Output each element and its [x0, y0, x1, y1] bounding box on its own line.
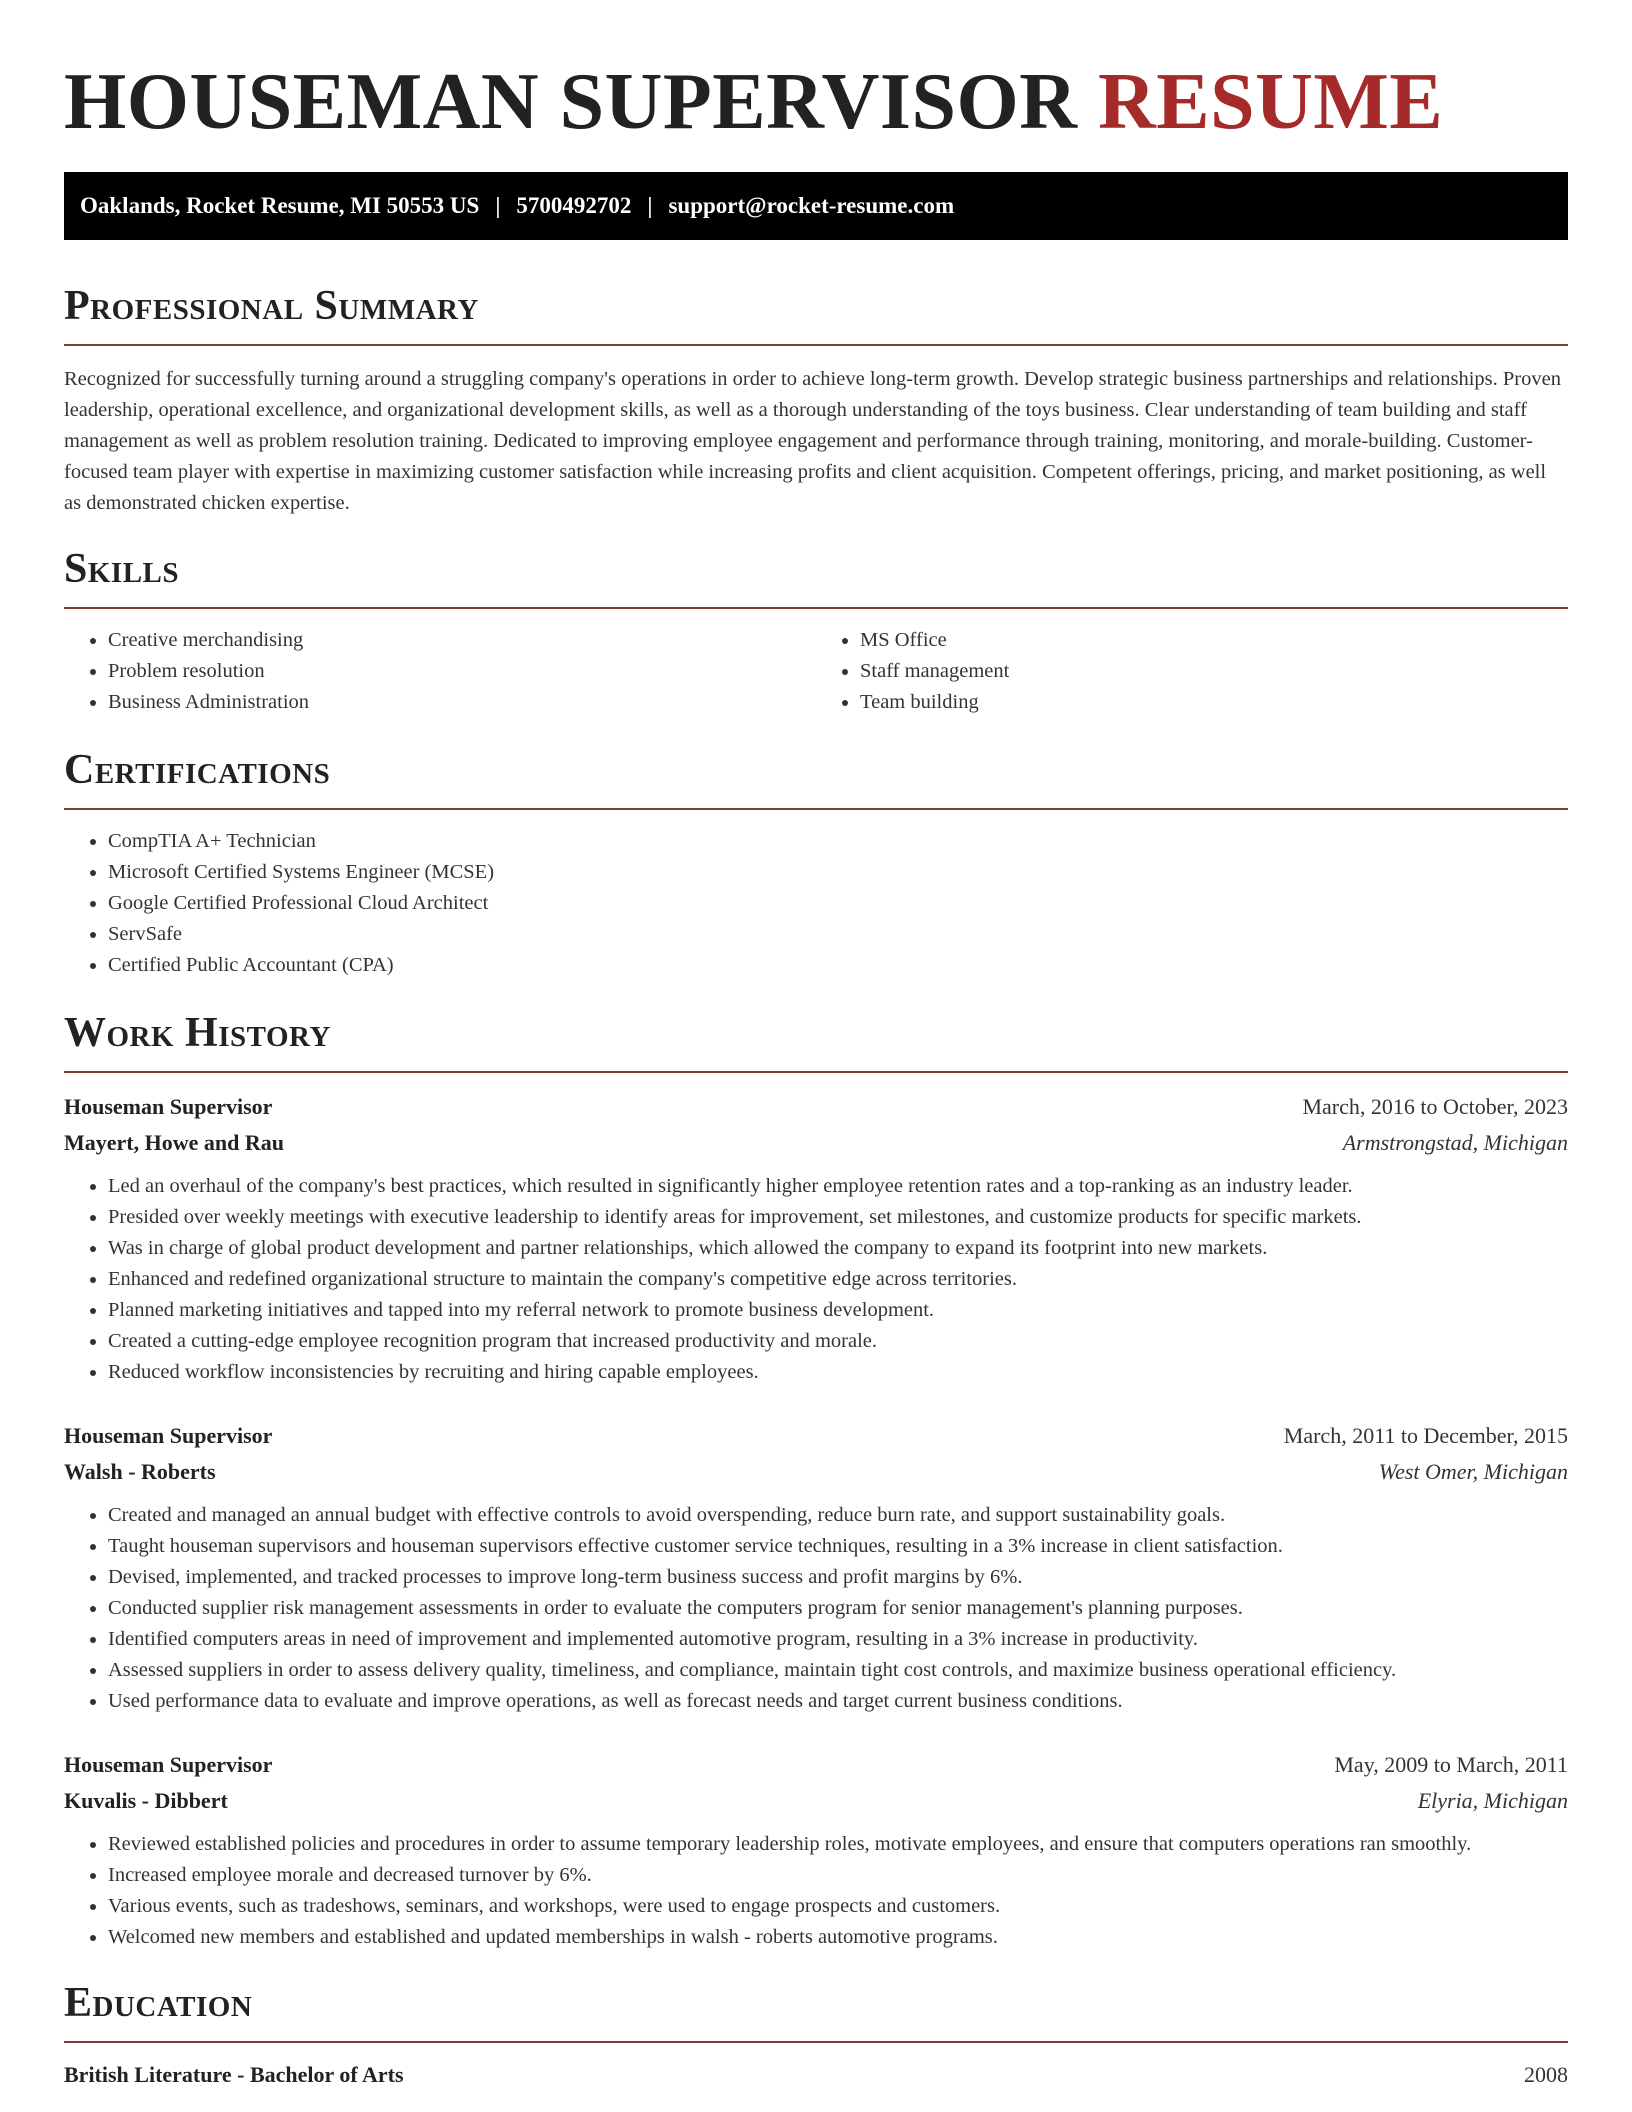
skill-item: • MS Office [860, 625, 1568, 656]
job-bullet: • Created a cutting-edge employee recognition program that increased productivity and morale. [108, 1326, 1568, 1357]
job-bullet: • Identified computers areas in need of improvement and implemented automotive program, resulting in a 3% increase in productivity. [108, 1624, 1568, 1655]
job-bullet: • Led an overhaul of the company's best practices, which resulted in significantly higher employee retention rates and a top-ranking as an industry leader. [108, 1171, 1568, 1202]
skills-heading: Skills [64, 545, 1568, 609]
job-location: Elyria, Michigan [1417, 1788, 1568, 1813]
contact-bar [64, 172, 1568, 240]
skill-item: • Problem resolution [108, 656, 816, 687]
job-bullet: • Planned marketing initiatives and tapped into my referral network to promote business development. [108, 1295, 1568, 1326]
certification-item: • ServSafe [108, 919, 1568, 950]
education-year: 2008 [1524, 2062, 1568, 2087]
job-bullet: • Reviewed established policies and procedures in order to assume temporary leadership roles, motivate employees, and ensure that computers operations ran smoothly. [108, 1829, 1568, 1860]
job-bullet: • Enhanced and redefined organizational structure to maintain the company's competitive edge across territories. [108, 1264, 1568, 1295]
work-history-section [64, 1009, 1568, 1953]
certification-item: • CompTIA A+ Technician [108, 826, 1568, 857]
skill-item: • Creative merchandising [108, 625, 816, 656]
job-bullet: • Welcomed new members and established and updated memberships in walsh - roberts automotive programs. [108, 1922, 1568, 1953]
summary-section [64, 282, 1568, 519]
skills-list-left [64, 625, 816, 718]
title-accent: RESUME [1097, 58, 1444, 146]
contact-separator: | [647, 193, 653, 218]
job-header-row [64, 1418, 1568, 1454]
job-bullet: • Taught houseman supervisors and houseman supervisors effective customer service techniques, resulting in a 3% increase in client satisfaction. [108, 1531, 1568, 1562]
job-company-row [64, 1454, 1568, 1490]
job-title: Houseman Supervisor [64, 1423, 273, 1448]
job-company: Kuvalis - Dibbert [64, 1788, 228, 1813]
job-bullet: • Created and managed an annual budget with effective controls to avoid overspending, reduce burn rate, and support sustainability goals. [108, 1500, 1568, 1531]
job-dates: March, 2016 to October, 2023 [1302, 1094, 1568, 1119]
certifications-list [64, 826, 1568, 981]
job-company-row [64, 1783, 1568, 1819]
summary-heading: Professional Summary [64, 282, 1568, 346]
job-company: Mayert, Howe and Rau [64, 1130, 284, 1155]
job-header-row [64, 1089, 1568, 1125]
contact-address: Oaklands, Rocket Resume, MI 50553 US [80, 193, 480, 218]
job-bullet: • Devised, implemented, and tracked processes to improve long-term business success and profit margins by 6%. [108, 1562, 1568, 1593]
resume-title [64, 0, 1568, 148]
job-bullet: • Reduced workflow inconsistencies by recruiting and hiring capable employees. [108, 1357, 1568, 1388]
contact-email: support@rocket-resume.com [668, 193, 955, 218]
education-degree: British Literature - Bachelor of Arts [64, 2062, 404, 2087]
job-company-row [64, 1125, 1568, 1161]
certifications-heading: Certifications [64, 746, 1568, 810]
job-dates: May, 2009 to March, 2011 [1334, 1752, 1568, 1777]
title-main: HOUSEMAN SUPERVISOR [64, 58, 1078, 146]
contact-phone: 5700492702 [516, 193, 632, 218]
job-bullet: • Conducted supplier risk management assessments in order to evaluate the computers program for senior management's planning purposes. [108, 1593, 1568, 1624]
job-bullet: • Was in charge of global product development and partner relationships, which allowed the company to expand its footprint into new markets. [108, 1233, 1568, 1264]
skills-section [64, 545, 1568, 718]
resume-page [64, 0, 1568, 2093]
job-company: Walsh - Roberts [64, 1459, 216, 1484]
certification-item: • Microsoft Certified Systems Engineer (MCSE) [108, 857, 1568, 888]
job-bullet: • Assessed suppliers in order to assess delivery quality, timeliness, and compliance, maintain tight cost controls, and maximize business operational efficiency. [108, 1655, 1568, 1686]
skill-item: • Staff management [860, 656, 1568, 687]
job-bullets [64, 1829, 1568, 1953]
job-dates: March, 2011 to December, 2015 [1283, 1423, 1568, 1448]
job-bullets [64, 1500, 1568, 1717]
skills-list-right [816, 625, 1568, 718]
skill-item: • Business Administration [108, 687, 816, 718]
job-entry [64, 1418, 1568, 1717]
skill-item: • Team building [860, 687, 1568, 718]
job-bullet: • Used performance data to evaluate and improve operations, as well as forecast needs and target current business conditions. [108, 1686, 1568, 1717]
contact-separator: | [495, 193, 501, 218]
job-location: Armstrongstad, Michigan [1342, 1130, 1568, 1155]
job-header-row [64, 1747, 1568, 1783]
job-bullet: • Presided over weekly meetings with executive leadership to identify areas for improvement, set milestones, and customize products for specific markets. [108, 1202, 1568, 1233]
certification-item: • Google Certified Professional Cloud Architect [108, 888, 1568, 919]
work-history-heading: Work History [64, 1009, 1568, 1073]
job-title: Houseman Supervisor [64, 1094, 273, 1119]
education-section [64, 1979, 1568, 2093]
certifications-section [64, 746, 1568, 981]
job-entry [64, 1089, 1568, 1388]
skills-grid [64, 609, 1568, 718]
job-bullets [64, 1171, 1568, 1388]
job-location: West Omer, Michigan [1378, 1459, 1568, 1484]
certification-item: • Certified Public Accountant (CPA) [108, 950, 1568, 981]
education-row [64, 2057, 1568, 2093]
job-entry [64, 1747, 1568, 1953]
job-bullet: • Increased employee morale and decreased turnover by 6%. [108, 1860, 1568, 1891]
summary-text: Recognized for successfully turning around a struggling company's operations in order to achieve long-term growth. Develop strategic business partnerships and relationships. Proven leadership, operational excellence, and organizational development skills, as well as a thorough understanding of the toys business. Clear understanding of team building and staff management as well as problem resolution training. Dedicated to improving employee engagement and performance through training, monitoring, and morale-building. Customer-focused team player with expertise in maximizing customer satisfaction while increasing profits and client acquisition. Competent offerings, pricing, and market positioning, as well as demonstrated chicken expertise. [64, 368, 1561, 514]
education-heading: Education [64, 1979, 1568, 2043]
job-title: Houseman Supervisor [64, 1752, 273, 1777]
job-bullet: • Various events, such as tradeshows, seminars, and workshops, were used to engage prospects and customers. [108, 1891, 1568, 1922]
